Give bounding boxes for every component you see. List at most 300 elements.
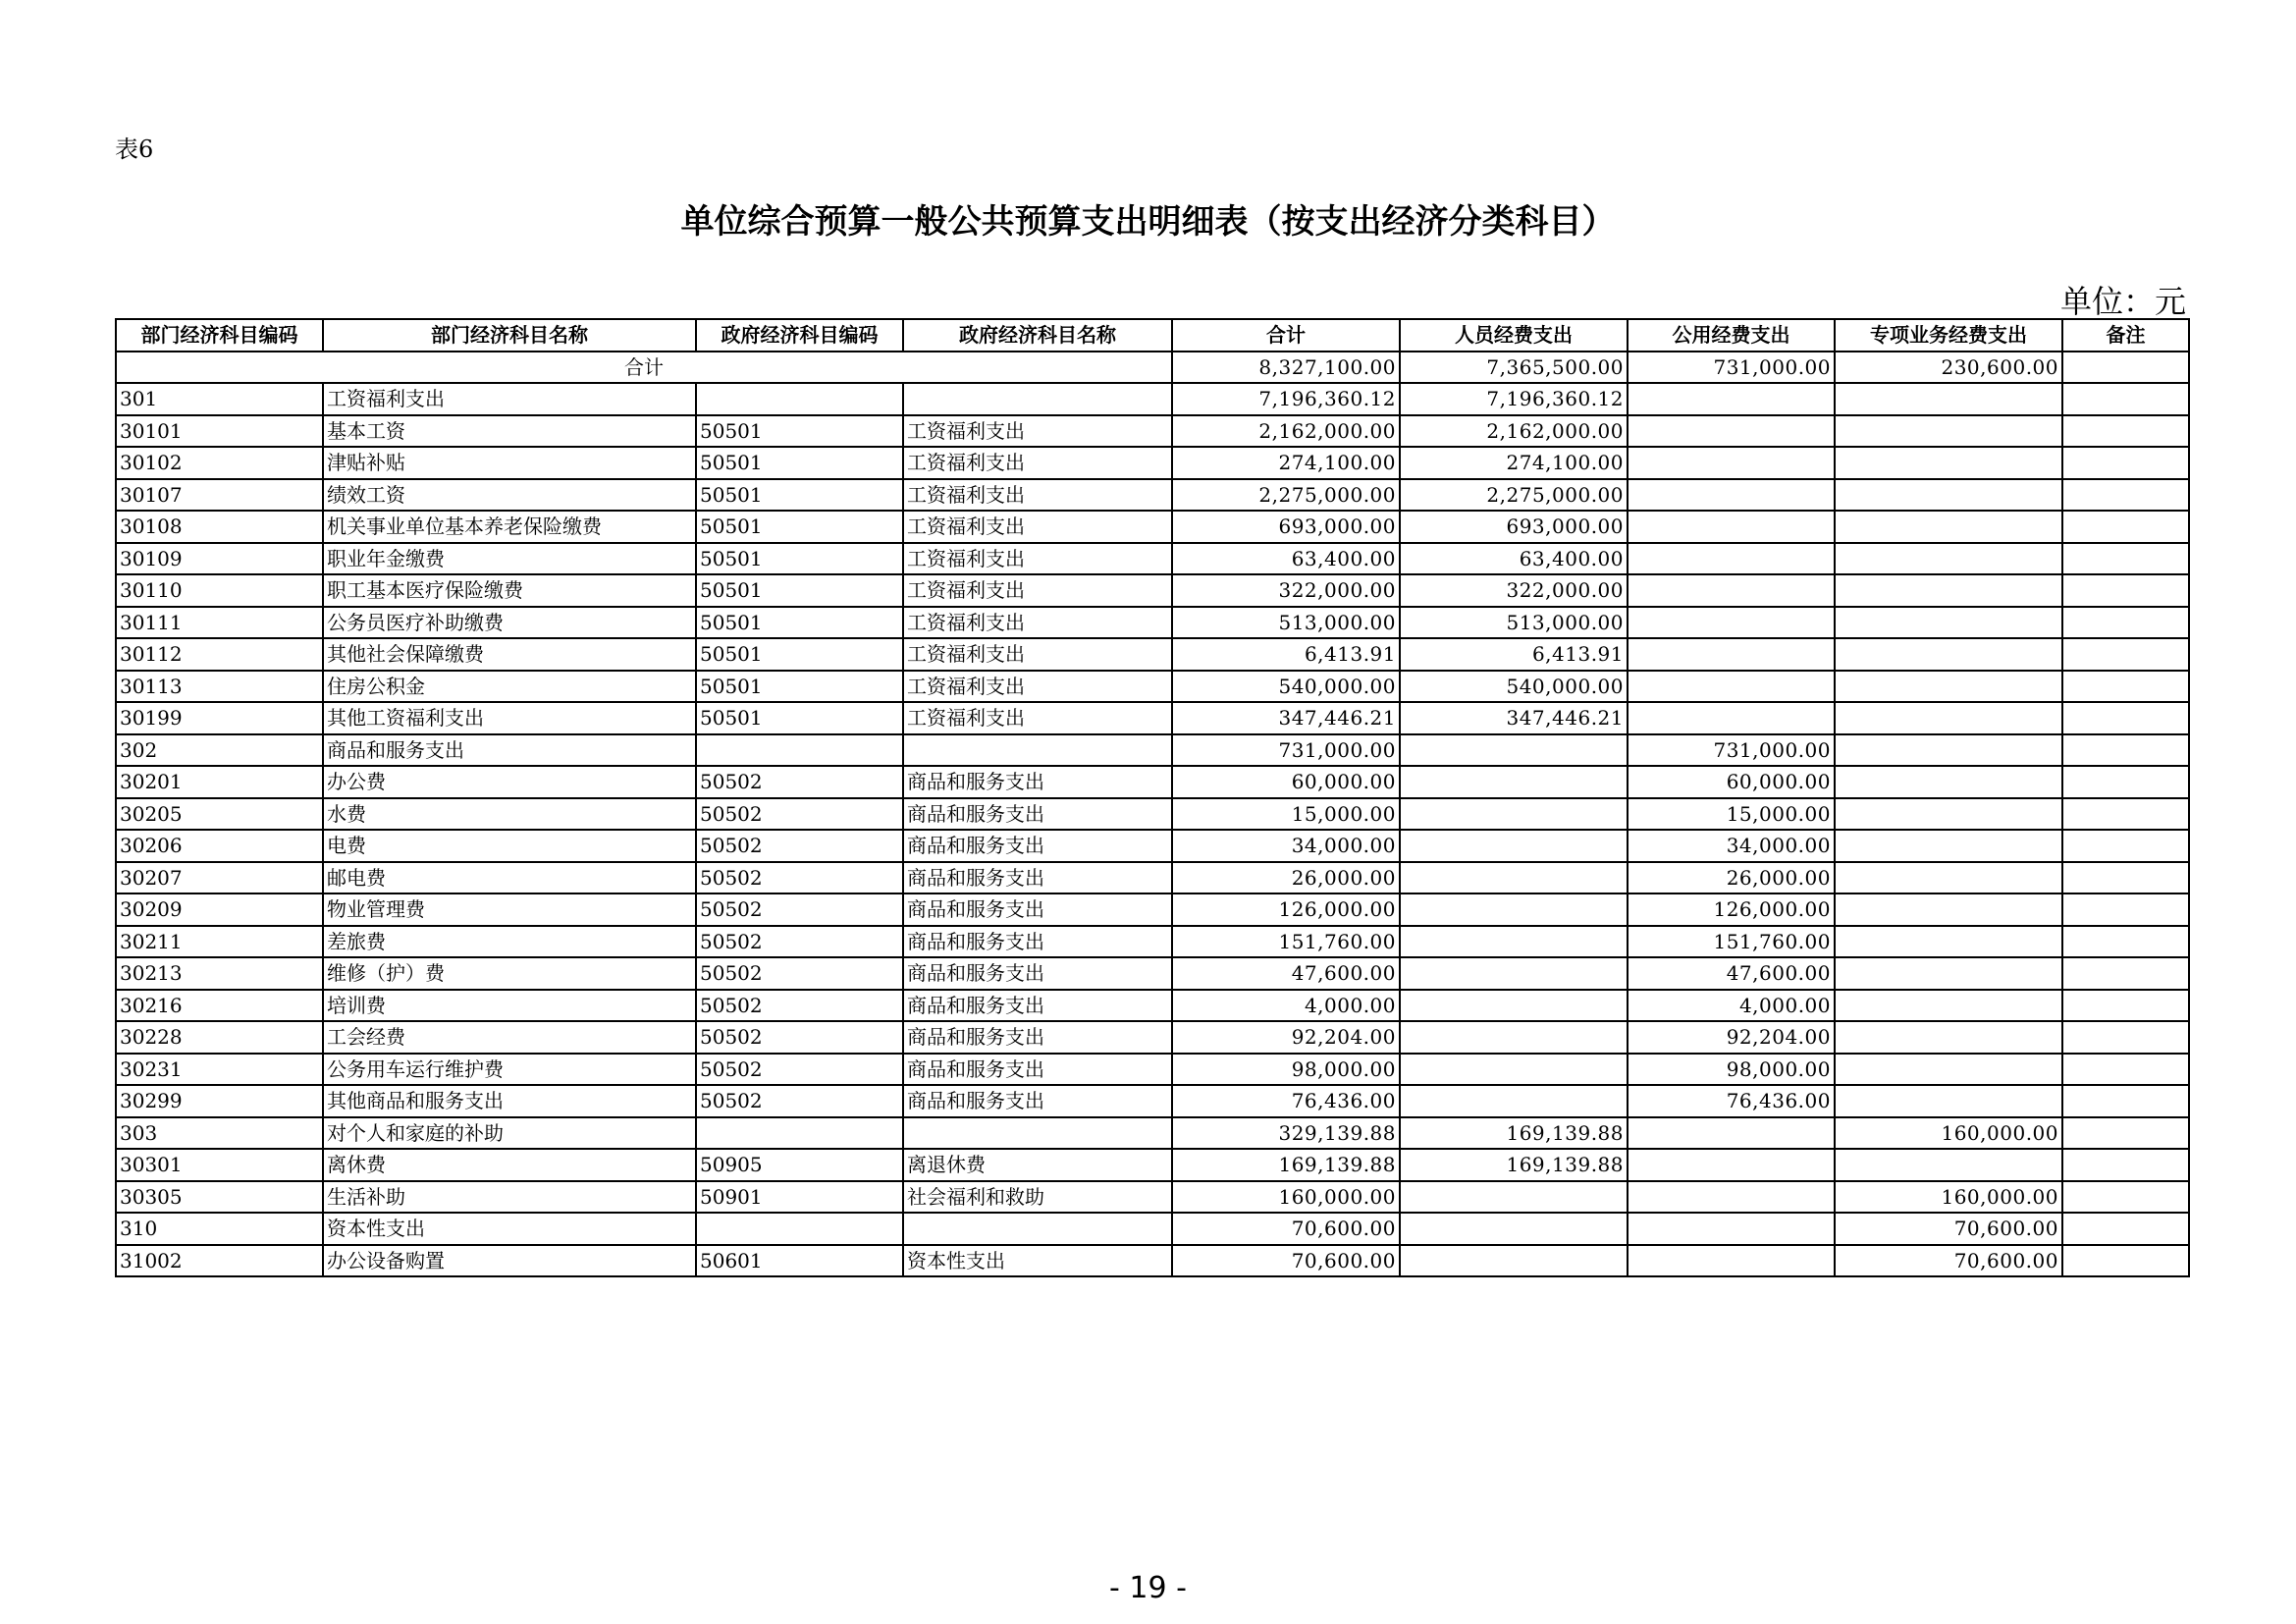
public-cell <box>1628 383 1835 415</box>
personnel-cell <box>1400 1181 1628 1214</box>
gov-code-cell: 50501 <box>696 447 903 479</box>
dept-name-cell: 差旅费 <box>323 926 696 958</box>
gov-name-cell: 商品和服务支出 <box>903 1021 1172 1054</box>
total-cell: 2,275,000.00 <box>1172 479 1400 512</box>
dept-code-cell: 30109 <box>116 543 323 575</box>
note-cell <box>2062 415 2189 448</box>
gov-name-cell: 工资福利支出 <box>903 574 1172 607</box>
note-cell <box>2062 543 2189 575</box>
total-cell: 347,446.21 <box>1172 702 1400 734</box>
personnel-cell: 7,196,360.12 <box>1400 383 1628 415</box>
document-title: 单位综合预算一般公共预算支出明细表（按支出经济分类科目） <box>680 202 1616 242</box>
dept-name-cell: 商品和服务支出 <box>323 734 696 767</box>
special-cell <box>1835 1085 2062 1117</box>
gov-name-cell <box>903 1213 1172 1245</box>
special-cell <box>1835 766 2062 798</box>
special-cell <box>1835 671 2062 703</box>
gov-code-cell: 50502 <box>696 926 903 958</box>
dept-code-cell: 30209 <box>116 893 323 926</box>
personnel-cell <box>1400 1245 1628 1277</box>
personnel-cell: 513,000.00 <box>1400 607 1628 639</box>
public-cell: 34,000.00 <box>1628 830 1835 862</box>
gov-code-cell <box>696 383 903 415</box>
dept-name-cell: 基本工资 <box>323 415 696 448</box>
dept-name-cell: 住房公积金 <box>323 671 696 703</box>
gov-code-cell: 50502 <box>696 798 903 831</box>
special-cell <box>1835 1054 2062 1086</box>
gov-code-cell <box>696 734 903 767</box>
total-cell: 34,000.00 <box>1172 830 1400 862</box>
gov-code-cell: 50502 <box>696 893 903 926</box>
public-cell <box>1628 479 1835 512</box>
dept-code-cell: 30213 <box>116 957 323 990</box>
gov-name-cell: 工资福利支出 <box>903 511 1172 543</box>
dept-name-cell: 公务员医疗补助缴费 <box>323 607 696 639</box>
public-cell: 126,000.00 <box>1628 893 1835 926</box>
special-cell <box>1835 479 2062 512</box>
total-cell: 274,100.00 <box>1172 447 1400 479</box>
header-dept-name: 部门经济科目名称 <box>323 319 696 352</box>
dept-name-cell: 邮电费 <box>323 862 696 894</box>
total-cell: 92,204.00 <box>1172 1021 1400 1054</box>
dept-code-cell: 30101 <box>116 415 323 448</box>
table-row <box>116 893 2189 926</box>
total-cell: 2,162,000.00 <box>1172 415 1400 448</box>
dept-name-cell: 离休费 <box>323 1149 696 1181</box>
note-cell <box>2062 1054 2189 1086</box>
dept-code-cell: 301 <box>116 383 323 415</box>
dept-code-cell: 30108 <box>116 511 323 543</box>
dept-code-cell: 30102 <box>116 447 323 479</box>
total-cell: 693,000.00 <box>1172 511 1400 543</box>
public-cell: 98,000.00 <box>1628 1054 1835 1086</box>
table-row <box>116 1245 2189 1277</box>
dept-code-cell: 30110 <box>116 574 323 607</box>
dept-code-cell: 30299 <box>116 1085 323 1117</box>
public-cell <box>1628 447 1835 479</box>
gov-code-cell: 50901 <box>696 1181 903 1214</box>
dept-code-cell: 30305 <box>116 1181 323 1214</box>
special-cell <box>1835 638 2062 671</box>
note-cell <box>2062 926 2189 958</box>
category-row <box>116 383 2189 415</box>
gov-name-cell: 商品和服务支出 <box>903 926 1172 958</box>
public-cell <box>1628 671 1835 703</box>
note-cell <box>2062 447 2189 479</box>
public-cell <box>1628 574 1835 607</box>
dept-name-cell: 职工基本医疗保险缴费 <box>323 574 696 607</box>
currency-unit-label: 单位：元 <box>2059 283 2186 320</box>
gov-code-cell: 50502 <box>696 1054 903 1086</box>
personnel-cell: 322,000.00 <box>1400 574 1628 607</box>
header-special: 专项业务经费支出 <box>1835 319 2062 352</box>
public-cell: 4,000.00 <box>1628 990 1835 1022</box>
header-dept-code: 部门经济科目编码 <box>116 319 323 352</box>
gov-name-cell: 商品和服务支出 <box>903 957 1172 990</box>
special-cell <box>1835 1021 2062 1054</box>
gov-code-cell: 50501 <box>696 543 903 575</box>
public-cell <box>1628 1245 1835 1277</box>
table-header-row <box>116 319 2189 352</box>
gov-code-cell: 50501 <box>696 574 903 607</box>
personnel-cell: 347,446.21 <box>1400 702 1628 734</box>
table-row <box>116 607 2189 639</box>
dept-code-cell: 303 <box>116 1117 323 1150</box>
dept-name-cell: 工会经费 <box>323 1021 696 1054</box>
note-cell <box>2062 1021 2189 1054</box>
dept-name-cell: 其他工资福利支出 <box>323 702 696 734</box>
personnel-cell: 2,275,000.00 <box>1400 479 1628 512</box>
note-cell <box>2062 1213 2189 1245</box>
special-cell <box>1835 543 2062 575</box>
note-cell <box>2062 607 2189 639</box>
gov-name-cell: 商品和服务支出 <box>903 1054 1172 1086</box>
table-row <box>116 511 2189 543</box>
gov-name-cell: 离退休费 <box>903 1149 1172 1181</box>
note-cell <box>2062 638 2189 671</box>
gov-name-cell: 资本性支出 <box>903 1245 1172 1277</box>
total-cell: 60,000.00 <box>1172 766 1400 798</box>
special-cell <box>1835 990 2062 1022</box>
total-cell: 126,000.00 <box>1172 893 1400 926</box>
dept-code-cell: 30113 <box>116 671 323 703</box>
dept-name-cell: 生活补助 <box>323 1181 696 1214</box>
table-row <box>116 1181 2189 1214</box>
special-cell <box>1835 702 2062 734</box>
gov-code-cell: 50502 <box>696 862 903 894</box>
dept-name-cell: 办公费 <box>323 766 696 798</box>
public-cell <box>1628 511 1835 543</box>
gov-code-cell: 50905 <box>696 1149 903 1181</box>
total-cell: 329,139.88 <box>1172 1117 1400 1150</box>
gov-name-cell: 商品和服务支出 <box>903 893 1172 926</box>
personnel-cell <box>1400 926 1628 958</box>
public-cell: 47,600.00 <box>1628 957 1835 990</box>
total-cell: 169,139.88 <box>1172 1149 1400 1181</box>
total-row-total: 8,327,100.00 <box>1172 352 1400 384</box>
personnel-cell: 63,400.00 <box>1400 543 1628 575</box>
total-cell: 70,600.00 <box>1172 1213 1400 1245</box>
note-cell <box>2062 766 2189 798</box>
table-row <box>116 1149 2189 1181</box>
dept-code-cell: 31002 <box>116 1245 323 1277</box>
page-number: - 19 - <box>1109 1571 1187 1605</box>
gov-name-cell: 工资福利支出 <box>903 543 1172 575</box>
total-row-label: 合计 <box>116 352 1172 384</box>
gov-name-cell: 商品和服务支出 <box>903 830 1172 862</box>
dept-code-cell: 30111 <box>116 607 323 639</box>
total-cell: 322,000.00 <box>1172 574 1400 607</box>
gov-name-cell: 工资福利支出 <box>903 607 1172 639</box>
personnel-cell <box>1400 1054 1628 1086</box>
special-cell <box>1835 1149 2062 1181</box>
public-cell <box>1628 543 1835 575</box>
dept-code-cell: 302 <box>116 734 323 767</box>
dept-code-cell: 30207 <box>116 862 323 894</box>
dept-name-cell: 绩效工资 <box>323 479 696 512</box>
note-cell <box>2062 1085 2189 1117</box>
note-cell <box>2062 511 2189 543</box>
table-row <box>116 479 2189 512</box>
public-cell <box>1628 702 1835 734</box>
gov-name-cell: 工资福利支出 <box>903 415 1172 448</box>
public-cell <box>1628 1213 1835 1245</box>
public-cell <box>1628 638 1835 671</box>
category-row <box>116 1213 2189 1245</box>
header-gov-code: 政府经济科目编码 <box>696 319 903 352</box>
special-cell: 160,000.00 <box>1835 1117 2062 1150</box>
personnel-cell <box>1400 862 1628 894</box>
table-row <box>116 766 2189 798</box>
table-row <box>116 638 2189 671</box>
public-cell: 731,000.00 <box>1628 734 1835 767</box>
total-cell: 160,000.00 <box>1172 1181 1400 1214</box>
total-cell: 540,000.00 <box>1172 671 1400 703</box>
table-row <box>116 1085 2189 1117</box>
dept-name-cell: 办公设备购置 <box>323 1245 696 1277</box>
table-row <box>116 926 2189 958</box>
dept-code-cell: 30211 <box>116 926 323 958</box>
personnel-cell <box>1400 734 1628 767</box>
note-cell <box>2062 1181 2189 1214</box>
total-cell: 4,000.00 <box>1172 990 1400 1022</box>
table-row <box>116 543 2189 575</box>
personnel-cell <box>1400 1085 1628 1117</box>
dept-code-cell: 30112 <box>116 638 323 671</box>
note-cell <box>2062 798 2189 831</box>
note-cell <box>2062 671 2189 703</box>
total-cell: 47,600.00 <box>1172 957 1400 990</box>
special-cell: 160,000.00 <box>1835 1181 2062 1214</box>
note-cell <box>2062 383 2189 415</box>
public-cell <box>1628 415 1835 448</box>
table-number-label: 表6 <box>115 135 154 163</box>
public-cell <box>1628 1149 1835 1181</box>
gov-name-cell <box>903 383 1172 415</box>
gov-name-cell <box>903 1117 1172 1150</box>
dept-name-cell: 维修（护）费 <box>323 957 696 990</box>
public-cell: 151,760.00 <box>1628 926 1835 958</box>
gov-code-cell <box>696 1117 903 1150</box>
gov-code-cell: 50501 <box>696 671 903 703</box>
note-cell <box>2062 830 2189 862</box>
gov-name-cell: 商品和服务支出 <box>903 766 1172 798</box>
total-row-personnel: 7,365,500.00 <box>1400 352 1628 384</box>
special-cell <box>1835 926 2062 958</box>
dept-code-cell: 30216 <box>116 990 323 1022</box>
dept-code-cell: 30199 <box>116 702 323 734</box>
gov-code-cell: 50501 <box>696 702 903 734</box>
gov-name-cell: 工资福利支出 <box>903 702 1172 734</box>
special-cell <box>1835 447 2062 479</box>
budget-detail-table <box>115 318 2190 1277</box>
table-row <box>116 702 2189 734</box>
gov-code-cell: 50501 <box>696 638 903 671</box>
personnel-cell: 274,100.00 <box>1400 447 1628 479</box>
dept-code-cell: 30107 <box>116 479 323 512</box>
gov-code-cell: 50502 <box>696 1085 903 1117</box>
gov-name-cell: 商品和服务支出 <box>903 798 1172 831</box>
table-row <box>116 574 2189 607</box>
gov-code-cell <box>696 1213 903 1245</box>
special-cell <box>1835 734 2062 767</box>
personnel-cell: 540,000.00 <box>1400 671 1628 703</box>
total-cell: 98,000.00 <box>1172 1054 1400 1086</box>
public-cell: 26,000.00 <box>1628 862 1835 894</box>
total-cell: 151,760.00 <box>1172 926 1400 958</box>
header-total: 合计 <box>1172 319 1400 352</box>
dept-code-cell: 310 <box>116 1213 323 1245</box>
gov-name-cell: 商品和服务支出 <box>903 1085 1172 1117</box>
total-row <box>116 352 2189 384</box>
gov-code-cell: 50501 <box>696 415 903 448</box>
special-cell <box>1835 862 2062 894</box>
gov-code-cell: 50501 <box>696 479 903 512</box>
note-cell <box>2062 734 2189 767</box>
special-cell <box>1835 574 2062 607</box>
dept-name-cell: 机关事业单位基本养老保险缴费 <box>323 511 696 543</box>
special-cell <box>1835 383 2062 415</box>
table-row <box>116 1021 2189 1054</box>
dept-name-cell: 水费 <box>323 798 696 831</box>
gov-code-cell: 50502 <box>696 990 903 1022</box>
special-cell: 70,600.00 <box>1835 1245 2062 1277</box>
note-cell <box>2062 702 2189 734</box>
dept-code-cell: 30231 <box>116 1054 323 1086</box>
gov-code-cell: 50501 <box>696 511 903 543</box>
public-cell: 60,000.00 <box>1628 766 1835 798</box>
header-gov-name: 政府经济科目名称 <box>903 319 1172 352</box>
dept-name-cell: 职业年金缴费 <box>323 543 696 575</box>
personnel-cell <box>1400 957 1628 990</box>
dept-name-cell: 电费 <box>323 830 696 862</box>
total-row-special: 230,600.00 <box>1835 352 2062 384</box>
dept-name-cell: 物业管理费 <box>323 893 696 926</box>
total-cell: 76,436.00 <box>1172 1085 1400 1117</box>
note-cell <box>2062 574 2189 607</box>
total-row-note <box>2062 352 2189 384</box>
note-cell <box>2062 862 2189 894</box>
note-cell <box>2062 1245 2189 1277</box>
personnel-cell: 169,139.88 <box>1400 1149 1628 1181</box>
total-row-public: 731,000.00 <box>1628 352 1835 384</box>
gov-name-cell: 工资福利支出 <box>903 479 1172 512</box>
special-cell <box>1835 415 2062 448</box>
special-cell <box>1835 607 2062 639</box>
public-cell <box>1628 1181 1835 1214</box>
personnel-cell: 169,139.88 <box>1400 1117 1628 1150</box>
table-row <box>116 830 2189 862</box>
public-cell: 92,204.00 <box>1628 1021 1835 1054</box>
gov-name-cell: 工资福利支出 <box>903 447 1172 479</box>
total-cell: 63,400.00 <box>1172 543 1400 575</box>
total-cell: 513,000.00 <box>1172 607 1400 639</box>
total-cell: 731,000.00 <box>1172 734 1400 767</box>
dept-name-cell: 其他商品和服务支出 <box>323 1085 696 1117</box>
gov-name-cell: 商品和服务支出 <box>903 990 1172 1022</box>
table-row <box>116 957 2189 990</box>
table-row <box>116 415 2189 448</box>
public-cell: 15,000.00 <box>1628 798 1835 831</box>
personnel-cell <box>1400 798 1628 831</box>
table-row <box>116 990 2189 1022</box>
header-public: 公用经费支出 <box>1628 319 1835 352</box>
special-cell <box>1835 893 2062 926</box>
personnel-cell: 6,413.91 <box>1400 638 1628 671</box>
table-row <box>116 671 2189 703</box>
personnel-cell <box>1400 1021 1628 1054</box>
gov-name-cell <box>903 734 1172 767</box>
category-row <box>116 734 2189 767</box>
personnel-cell <box>1400 893 1628 926</box>
gov-code-cell: 50501 <box>696 607 903 639</box>
gov-name-cell: 商品和服务支出 <box>903 862 1172 894</box>
table-row <box>116 447 2189 479</box>
note-cell <box>2062 1117 2189 1150</box>
gov-code-cell: 50601 <box>696 1245 903 1277</box>
personnel-cell: 2,162,000.00 <box>1400 415 1628 448</box>
dept-name-cell: 公务用车运行维护费 <box>323 1054 696 1086</box>
total-cell: 7,196,360.12 <box>1172 383 1400 415</box>
special-cell <box>1835 830 2062 862</box>
dept-code-cell: 30201 <box>116 766 323 798</box>
gov-name-cell: 工资福利支出 <box>903 638 1172 671</box>
total-cell: 6,413.91 <box>1172 638 1400 671</box>
dept-code-cell: 30301 <box>116 1149 323 1181</box>
dept-code-cell: 30228 <box>116 1021 323 1054</box>
total-cell: 15,000.00 <box>1172 798 1400 831</box>
personnel-cell <box>1400 830 1628 862</box>
header-note: 备注 <box>2062 319 2189 352</box>
personnel-cell <box>1400 1213 1628 1245</box>
personnel-cell: 693,000.00 <box>1400 511 1628 543</box>
special-cell: 70,600.00 <box>1835 1213 2062 1245</box>
total-cell: 26,000.00 <box>1172 862 1400 894</box>
gov-code-cell: 50502 <box>696 766 903 798</box>
note-cell <box>2062 893 2189 926</box>
header-personnel: 人员经费支出 <box>1400 319 1628 352</box>
note-cell <box>2062 957 2189 990</box>
special-cell <box>1835 957 2062 990</box>
table-row <box>116 798 2189 831</box>
public-cell <box>1628 607 1835 639</box>
public-cell <box>1628 1117 1835 1150</box>
dept-name-cell: 资本性支出 <box>323 1213 696 1245</box>
dept-name-cell: 津贴补贴 <box>323 447 696 479</box>
table-row <box>116 862 2189 894</box>
dept-code-cell: 30205 <box>116 798 323 831</box>
special-cell <box>1835 511 2062 543</box>
gov-code-cell: 50502 <box>696 830 903 862</box>
personnel-cell <box>1400 766 1628 798</box>
note-cell <box>2062 479 2189 512</box>
dept-name-cell: 培训费 <box>323 990 696 1022</box>
note-cell <box>2062 990 2189 1022</box>
total-cell: 70,600.00 <box>1172 1245 1400 1277</box>
note-cell <box>2062 1149 2189 1181</box>
personnel-cell <box>1400 990 1628 1022</box>
dept-name-cell: 其他社会保障缴费 <box>323 638 696 671</box>
gov-code-cell: 50502 <box>696 957 903 990</box>
special-cell <box>1835 798 2062 831</box>
gov-code-cell: 50502 <box>696 1021 903 1054</box>
dept-name-cell: 对个人和家庭的补助 <box>323 1117 696 1150</box>
gov-name-cell: 社会福利和救助 <box>903 1181 1172 1214</box>
gov-name-cell: 工资福利支出 <box>903 671 1172 703</box>
table-row <box>116 1054 2189 1086</box>
dept-code-cell: 30206 <box>116 830 323 862</box>
category-row <box>116 1117 2189 1150</box>
